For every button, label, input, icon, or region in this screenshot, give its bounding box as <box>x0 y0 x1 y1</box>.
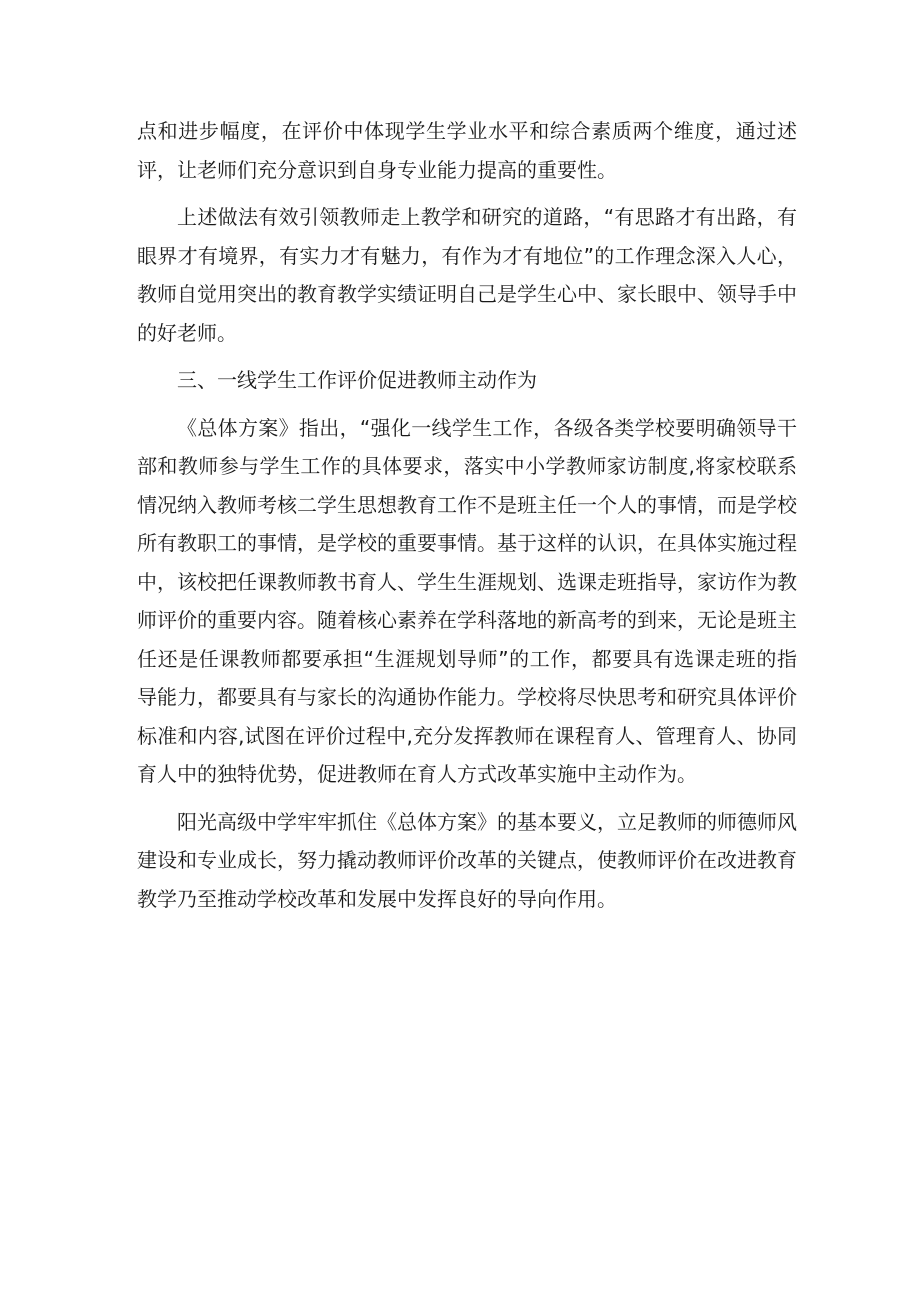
document-body <box>137 112 797 918</box>
section-heading-three: 三、一线学生工作评价促进教师主动作为 <box>177 368 537 392</box>
paragraph-work-philosophy: 上述做法有效引领教师走上教学和研究的道路，“有思路才有出路，有眼界才有境界，有实力才有魅力，有作为才有地位”的工作理念深入人心，教师自觉用突出的教育教学实绩证明自己是学生心中、家长眼中、领导手中的好老师。 <box>137 205 797 345</box>
paragraph-conclusion: 阳光高级中学牢牢抓住《总体方案》的基本要义，立足教师的师德师风建设和专业成长，努力撬动教师评价改革的关键点，使教师评价在改进教育教学乃至推动学校改革和发展中发挥良好的导向作用。 <box>137 809 797 911</box>
paragraph-continuation: 点和进步幅度，在评价中体现学生学业水平和综合素质两个维度，通过述评，让老师们充分意识到自身专业能力提高的重要性。 <box>137 119 797 182</box>
paragraph-overall-plan: 《总体方案》指出，“强化一线学生工作，各级各类学校要明确领导干部和教师参与学生工作的具体要求，落实中小学教师家访制度,将家校联系情况纳入教师考核二学生思想教育工作不是班主任一个人的事情，而是学校所有教职工的事情，是学校的重要事情。基于这样的认识，在具体实施过程中，该校把任课教师教书育人、学生生涯规划、选课走班指导，家访作为教师评价的重要内容。随着核心素养在学科落地的新高考的到来，无论是班主任还是任课教师都要承担“生涯规划导师”的工作，都要具有选课走班的指导能力，都要具有与家长的沟通协作能力。学校将尽快思考和研究具体评价标准和内容,试图在评价过程中,充分发挥教师在课程育人、管理育人、协同育人中的独特优势，促进教师在育人方式改革实施中主动作为。 <box>137 415 797 786</box>
